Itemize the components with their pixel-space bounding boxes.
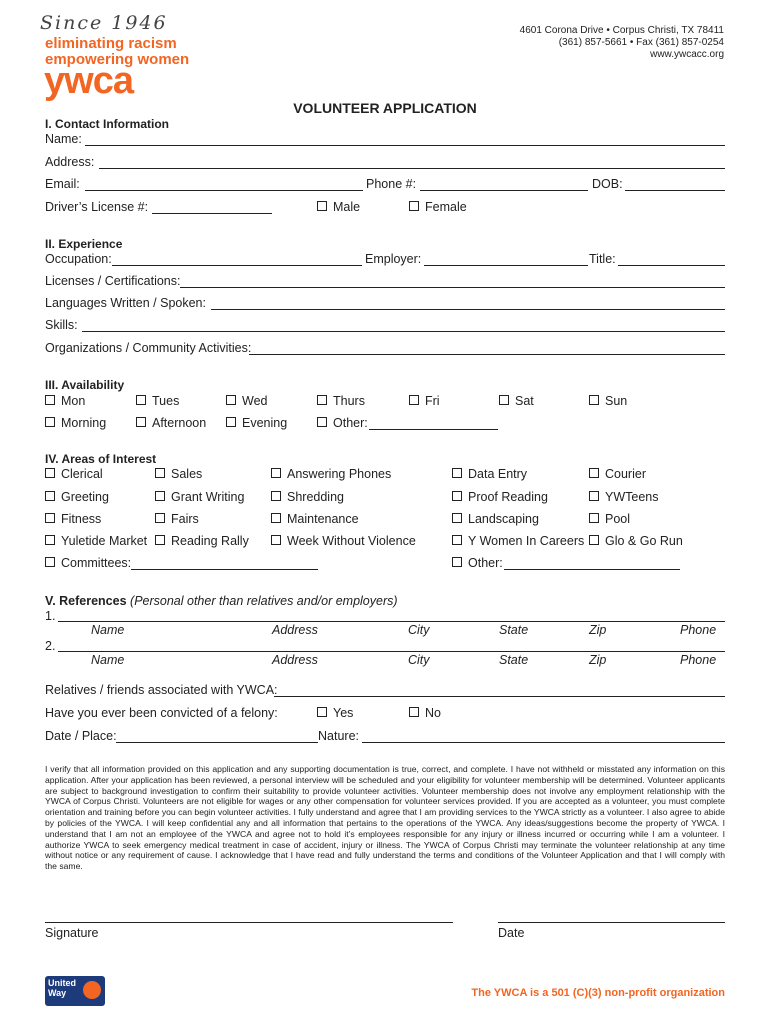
phone-fax: (361) 857-5661 • Fax (361) 857-0254 <box>558 37 724 48</box>
name-label: Name: <box>45 132 82 146</box>
occupation-label: Occupation: <box>45 252 112 266</box>
signature-label: Signature <box>45 926 99 940</box>
interest-item[interactable] <box>271 467 391 481</box>
day-checkbox[interactable] <box>226 395 236 405</box>
skills-label: Skills: <box>45 318 78 332</box>
interest-item[interactable] <box>271 490 344 504</box>
interest-checkbox[interactable] <box>45 513 55 523</box>
dob-label: DOB: <box>592 177 623 191</box>
address-block <box>520 25 724 61</box>
ref-col-city: City <box>408 653 430 667</box>
united-way-line1: United <box>48 978 76 988</box>
interests-heading: IV. Areas of Interest <box>45 452 157 466</box>
day-label: Sat <box>515 394 534 408</box>
since-1946-script: Since 1946 <box>40 12 168 34</box>
address-field[interactable] <box>99 168 725 169</box>
time-checkbox[interactable] <box>226 417 236 427</box>
interest-item[interactable] <box>452 490 548 504</box>
day-checkbox[interactable] <box>45 395 55 405</box>
availability-heading: III. Availability <box>45 378 125 392</box>
interest-checkbox[interactable] <box>452 468 462 478</box>
day-label: Tues <box>152 394 180 408</box>
street-address: 4601 Corona Drive • Corpus Christi, TX 78411 <box>519 25 724 36</box>
day-sat[interactable] <box>499 394 534 408</box>
time-checkbox[interactable] <box>136 417 146 427</box>
ref-col-address: Address <box>272 623 318 637</box>
references-title: V. References <box>45 594 127 608</box>
interest-checkbox[interactable] <box>589 535 599 545</box>
interest-item[interactable] <box>589 512 630 526</box>
date-field[interactable] <box>498 922 725 923</box>
interest-item[interactable] <box>155 512 199 526</box>
interest-item[interactable] <box>271 512 359 526</box>
day-tues[interactable] <box>136 394 179 408</box>
interest-checkbox[interactable] <box>452 513 462 523</box>
organizations-label: Organizations / Community Activities: <box>45 341 252 355</box>
phone-label: Phone #: <box>366 177 417 191</box>
ref-col-phone: Phone <box>680 653 717 667</box>
occupation-field[interactable] <box>112 265 362 266</box>
day-checkbox[interactable] <box>409 395 419 405</box>
time-other-label: Other: <box>333 416 368 430</box>
committees-label: Committees: <box>61 556 132 570</box>
interest-label: Courier <box>605 467 646 481</box>
day-label: Wed <box>242 394 268 408</box>
ref-col-state: State <box>499 623 529 637</box>
time-other[interactable] <box>317 416 368 430</box>
time-label: Evening <box>242 416 288 430</box>
ref-col-phone: Phone <box>680 623 717 637</box>
interest-label: YWTeens <box>605 490 659 504</box>
licenses-label: Licenses / Certifications: <box>45 274 181 288</box>
interest-item[interactable] <box>45 467 103 481</box>
time-afternoon[interactable] <box>136 416 206 430</box>
day-checkbox[interactable] <box>589 395 599 405</box>
dob-field[interactable] <box>625 190 725 191</box>
interest-label: Week Without Violence <box>287 534 416 548</box>
employer-label: Employer: <box>365 252 422 266</box>
felony-yes-option[interactable] <box>317 706 353 720</box>
references-heading <box>45 594 398 608</box>
languages-label: Languages Written / Spoken: <box>45 296 206 310</box>
female-label: Female <box>425 200 467 214</box>
day-sun[interactable] <box>589 394 627 408</box>
ref-col-zip: Zip <box>589 623 607 637</box>
day-fri[interactable] <box>409 394 440 408</box>
interest-label: Landscaping <box>468 512 539 526</box>
ywca-logo: ywca <box>44 60 133 102</box>
interest-label: Fairs <box>171 512 199 526</box>
day-label: Fri <box>425 394 440 408</box>
interest-item[interactable] <box>589 490 659 504</box>
interest-checkbox[interactable] <box>271 535 281 545</box>
job-title-label: Title: <box>589 252 616 266</box>
no-label: No <box>425 706 441 720</box>
time-other-field[interactable] <box>369 429 498 430</box>
day-mon[interactable] <box>45 394 85 408</box>
organizations-field[interactable] <box>249 354 725 355</box>
time-evening[interactable] <box>226 416 287 430</box>
interest-item[interactable] <box>45 490 109 504</box>
interest-other-option[interactable] <box>452 556 503 570</box>
male-checkbox[interactable] <box>317 201 327 211</box>
name-field[interactable] <box>85 145 725 146</box>
interest-label: Shredding <box>287 490 344 504</box>
united-way-text <box>48 978 76 998</box>
references-note: (Personal other than relatives and/or employers) <box>130 594 398 608</box>
ref-col-name: Name <box>91 623 125 637</box>
interest-item[interactable] <box>155 490 244 504</box>
interest-label: Sales <box>171 467 203 481</box>
interest-checkbox[interactable] <box>271 513 281 523</box>
nature-field[interactable] <box>362 742 725 743</box>
interest-label: Greeting <box>61 490 109 504</box>
united-way-line2: Way <box>48 988 67 998</box>
day-label: Mon <box>61 394 86 408</box>
skills-field[interactable] <box>82 331 725 332</box>
reference-1-number: 1. <box>45 609 56 623</box>
interest-item[interactable] <box>452 467 527 481</box>
verification-statement: I verify that all information provided on this application and any supporting documentation is true, correct, and complete. I have not withheld or misstated any information on this application. After your application has been reviewed, a personal interview will be scheduled and your eligibility for volunteer membership will be determined. Volunteer applicants are subject to background investigation to confirm their suitability to provide volunteer activities. Volunteer membership does not involve any employment relationship with the YWCA of Corpus Christi. Volunteers are not eligible for wages or any other compensation for volunteer services provided. If you are accepted as a volunteer, you must complete orientation and training before you can begin volunteer activities. I fully understand and agree that I am providing services to the YWCA strictly as a volunteer. I also agree to abide by policies of the YWCA. I will keep confidential any and all information that pertains to the operations of the YWCA. Any ideas/suggestions become the property of YWCA. I understand that I am not an employee of the YWCA and agree not to hold it’s employees responsible for any injury or illness incurred or occurring while I am a volunteer. I authorize YWCA to seek emergency medical treatment in case of accident, injury or illness. The YWCA of Corpus Christi may terminate the volunteer relationship at any time without notice or any requirement of cause. I acknowledge that I have read and fully understand the terms and conditions of the Volunteer Application and that I will comply with the same. <box>45 764 725 872</box>
interest-label: Answering Phones <box>287 467 392 481</box>
interest-label: Pool <box>605 512 631 526</box>
tagline-empowering-women: empowering women <box>45 51 190 68</box>
date-place-field[interactable] <box>116 742 318 743</box>
interest-checkbox[interactable] <box>589 491 599 501</box>
ref-col-city: City <box>408 623 430 637</box>
interest-item[interactable] <box>452 512 539 526</box>
interest-label: Y Women In Careers <box>468 534 585 548</box>
ref-col-zip: Zip <box>589 653 607 667</box>
time-checkbox[interactable] <box>45 417 55 427</box>
time-checkbox[interactable] <box>317 417 327 427</box>
yes-label: Yes <box>333 706 354 720</box>
time-label: Afternoon <box>152 416 207 430</box>
interest-checkbox[interactable] <box>155 535 165 545</box>
committees-option[interactable] <box>45 556 131 570</box>
interest-item[interactable] <box>589 467 646 481</box>
day-checkbox[interactable] <box>499 395 509 405</box>
day-label: Thurs <box>333 394 365 408</box>
interest-item[interactable] <box>45 512 101 526</box>
ref-col-name: Name <box>91 653 125 667</box>
website: www.ywcacc.org <box>650 49 724 60</box>
interest-other-label: Other: <box>468 556 503 570</box>
interest-checkbox[interactable] <box>45 491 55 501</box>
interest-checkbox[interactable] <box>271 468 281 478</box>
interest-other-field[interactable] <box>504 569 680 570</box>
day-wed[interactable] <box>226 394 267 408</box>
relatives-field[interactable] <box>274 696 725 697</box>
interest-item[interactable] <box>155 534 249 548</box>
female-checkbox[interactable] <box>409 201 419 211</box>
license-label: Driver’s License #: <box>45 200 149 214</box>
experience-heading: II. Experience <box>45 237 123 251</box>
interest-checkbox[interactable] <box>155 468 165 478</box>
employer-field[interactable] <box>424 265 588 266</box>
united-way-logo <box>45 976 105 1006</box>
felony-yes-checkbox[interactable] <box>317 707 327 717</box>
male-label: Male <box>333 200 361 214</box>
job-title-field[interactable] <box>618 265 725 266</box>
page-title: VOLUNTEER APPLICATION <box>293 100 477 116</box>
female-option[interactable] <box>409 200 467 214</box>
interest-checkbox[interactable] <box>155 513 165 523</box>
interest-other-checkbox[interactable] <box>452 557 462 567</box>
reference-2-number: 2. <box>45 639 56 653</box>
day-checkbox[interactable] <box>136 395 146 405</box>
phone-field[interactable] <box>420 190 588 191</box>
day-thurs[interactable] <box>317 394 365 408</box>
time-label: Morning <box>61 416 107 430</box>
interest-checkbox[interactable] <box>452 535 462 545</box>
license-field[interactable] <box>152 213 272 214</box>
date-place-label: Date / Place: <box>45 729 117 743</box>
day-checkbox[interactable] <box>317 395 327 405</box>
interest-item[interactable] <box>45 534 147 548</box>
relatives-label: Relatives / friends associated with YWCA: <box>45 683 278 697</box>
licenses-field[interactable] <box>180 287 725 288</box>
contact-heading: I. Contact Information <box>45 117 169 131</box>
interest-label: Yuletide Market <box>61 534 148 548</box>
tagline-eliminating-racism: eliminating racism <box>45 35 177 52</box>
nature-label: Nature: <box>318 729 359 743</box>
interest-item[interactable] <box>452 534 584 548</box>
interest-label: Clerical <box>61 467 103 481</box>
interest-item[interactable] <box>589 534 683 548</box>
interest-label: Data Entry <box>468 467 528 481</box>
committees-field[interactable] <box>131 569 318 570</box>
email-field[interactable] <box>85 190 363 191</box>
interest-label: Maintenance <box>287 512 359 526</box>
ref-col-address: Address <box>272 653 318 667</box>
felony-no-option[interactable] <box>409 706 441 720</box>
reference-1-field[interactable] <box>58 621 725 622</box>
interest-checkbox[interactable] <box>452 491 462 501</box>
male-option[interactable] <box>317 200 360 214</box>
committees-checkbox[interactable] <box>45 557 55 567</box>
interest-checkbox[interactable] <box>271 491 281 501</box>
interest-checkbox[interactable] <box>45 535 55 545</box>
united-way-emblem-icon <box>83 981 101 999</box>
interest-checkbox[interactable] <box>589 468 599 478</box>
email-label: Email: <box>45 177 80 191</box>
date-label: Date <box>498 926 525 940</box>
signature-field[interactable] <box>45 922 453 923</box>
interest-item[interactable] <box>271 534 416 548</box>
interest-label: Glo & Go Run <box>605 534 683 548</box>
time-morning[interactable] <box>45 416 106 430</box>
interest-checkbox[interactable] <box>155 491 165 501</box>
interest-label: Proof Reading <box>468 490 548 504</box>
interest-label: Grant Writing <box>171 490 245 504</box>
languages-field[interactable] <box>211 309 725 310</box>
felony-no-checkbox[interactable] <box>409 707 419 717</box>
address-label: Address: <box>45 155 95 169</box>
nonprofit-statement: The YWCA is a 501 (C)(3) non-profit organization <box>471 987 725 999</box>
interest-item[interactable] <box>155 467 202 481</box>
interest-label: Reading Rally <box>171 534 249 548</box>
interest-checkbox[interactable] <box>45 468 55 478</box>
ref-col-state: State <box>499 653 529 667</box>
interest-label: Fitness <box>61 512 102 526</box>
felony-label: Have you ever been convicted of a felony: <box>45 706 278 720</box>
reference-2-field[interactable] <box>58 651 725 652</box>
interest-checkbox[interactable] <box>589 513 599 523</box>
day-label: Sun <box>605 394 628 408</box>
